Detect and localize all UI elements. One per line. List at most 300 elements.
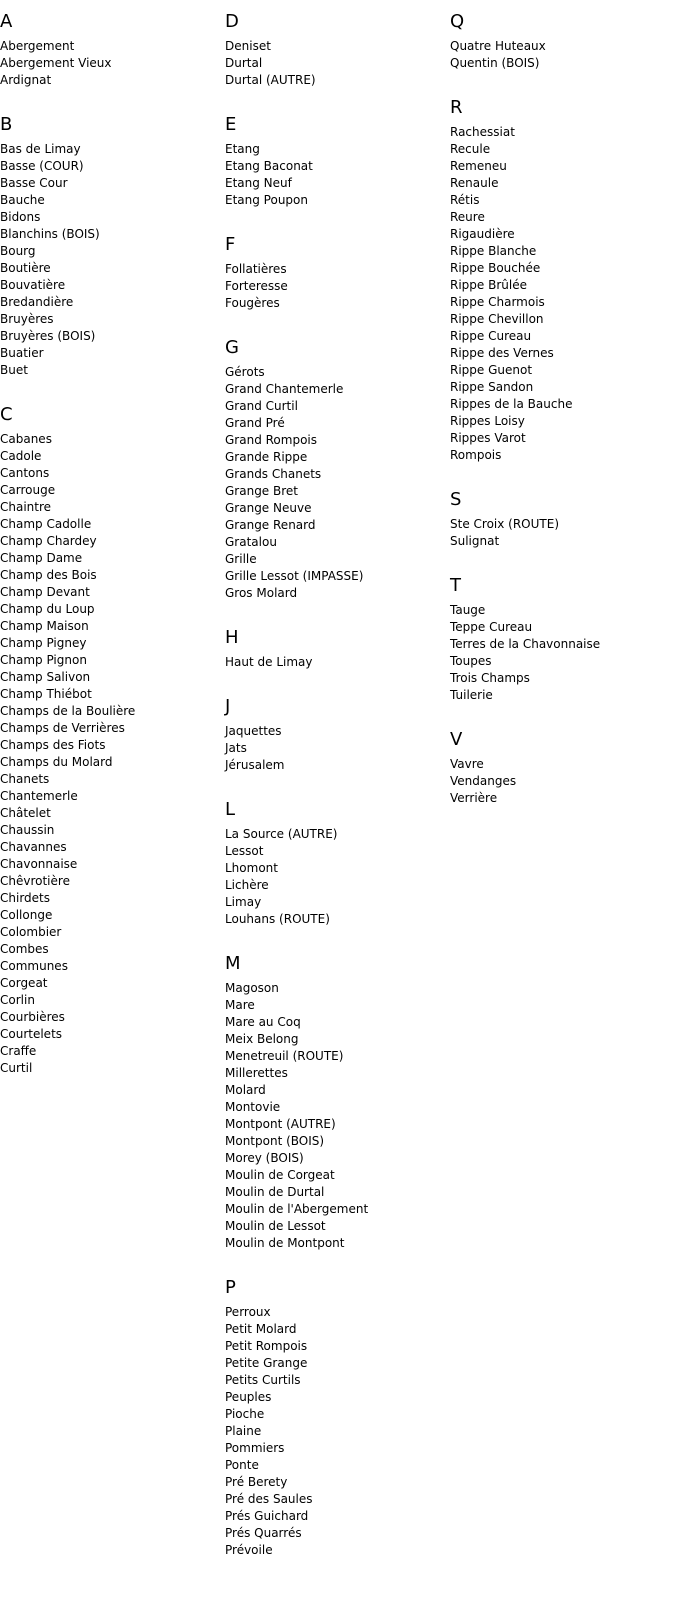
place-link[interactable]: Peuples: [225, 1390, 272, 1404]
place-link[interactable]: Lichère: [225, 878, 269, 892]
place-link[interactable]: Montpont (BOIS): [225, 1134, 325, 1148]
place-link[interactable]: Combes: [0, 942, 49, 956]
place-link[interactable]: Courtelets: [0, 1027, 63, 1041]
place-link[interactable]: Gérots: [225, 365, 265, 379]
list-item: [0, 209, 215, 226]
place-link[interactable]: Pré Berety: [225, 1475, 288, 1489]
place-link[interactable]: Plaine: [225, 1424, 262, 1438]
place-link[interactable]: Ardignat: [0, 73, 52, 87]
place-link[interactable]: Champ des Bois: [0, 568, 97, 582]
place-link[interactable]: Chantemerle: [0, 789, 78, 803]
place-list: [225, 723, 440, 788]
place-link[interactable]: Jats: [225, 741, 247, 755]
place-link[interactable]: Rippe Blanche: [450, 244, 537, 258]
place-link[interactable]: Louhans (ROUTE): [225, 912, 330, 926]
place-link[interactable]: Prés Guichard: [225, 1509, 309, 1523]
place-link[interactable]: Molard: [225, 1083, 266, 1097]
place-link[interactable]: Ste Croix (ROUTE): [450, 517, 560, 531]
letter-group-e: [225, 113, 440, 223]
list-item: [0, 55, 215, 72]
place-list: [0, 141, 215, 393]
place-link[interactable]: Champ Maison: [0, 619, 89, 633]
list-item: [225, 1338, 440, 1355]
place-link[interactable]: Grande Rippe: [225, 450, 308, 464]
place-link[interactable]: Toupes: [450, 654, 492, 668]
place-link[interactable]: Quentin (BOIS): [450, 56, 540, 70]
list-item: [225, 757, 440, 774]
place-link[interactable]: Rippes Varot: [450, 431, 526, 445]
list-item: [450, 636, 665, 653]
list-item: [225, 1235, 440, 1252]
list-item: [450, 756, 665, 773]
list-item: [450, 533, 665, 550]
list-item: [450, 687, 665, 704]
place-link[interactable]: Prés Quarrés: [225, 1526, 302, 1540]
place-link[interactable]: Durtal: [225, 56, 263, 70]
letter-heading: G: [225, 337, 239, 358]
letter-heading: V: [450, 729, 463, 750]
list-item: [225, 192, 440, 209]
list-item: [225, 1201, 440, 1218]
list-item: [0, 737, 215, 754]
place-link[interactable]: Blanchins (BOIS): [0, 227, 100, 241]
list-item: [0, 1043, 215, 1060]
place-link[interactable]: Corgeat: [0, 976, 48, 990]
place-link[interactable]: Prévoile: [225, 1543, 273, 1557]
list-item: [225, 1406, 440, 1423]
place-link[interactable]: Courbières: [0, 1010, 65, 1024]
list-item: [0, 226, 215, 243]
letter-group-g: [225, 336, 440, 616]
list-item: [450, 175, 665, 192]
letter-heading: C: [0, 404, 13, 425]
place-link[interactable]: Tuilerie: [450, 688, 493, 702]
place-link[interactable]: Cantons: [0, 466, 50, 480]
letter-group-a: [0, 10, 215, 103]
place-link[interactable]: Tauge: [450, 603, 486, 617]
list-item: [225, 551, 440, 568]
place-link[interactable]: Deniset: [225, 39, 271, 53]
list-item: [450, 226, 665, 243]
list-item: [0, 1060, 215, 1077]
place-link[interactable]: Rippe Brûlée: [450, 278, 527, 292]
letter-heading: H: [225, 627, 239, 648]
place-link[interactable]: Durtal (AUTRE): [225, 73, 316, 87]
list-item: [225, 1184, 440, 1201]
place-list: [450, 38, 665, 86]
list-item: [225, 1065, 440, 1082]
place-link[interactable]: Champs du Molard: [0, 755, 113, 769]
list-item: [0, 652, 215, 669]
list-item: [225, 261, 440, 278]
place-link[interactable]: Grille: [225, 552, 257, 566]
place-link[interactable]: Mare: [225, 998, 255, 1012]
list-item: [0, 788, 215, 805]
place-link[interactable]: Lhomont: [225, 861, 278, 875]
place-link[interactable]: Follatières: [225, 262, 287, 276]
list-item: [0, 567, 215, 584]
place-link[interactable]: Petits Curtils: [225, 1373, 301, 1387]
list-item: [0, 192, 215, 209]
place-link[interactable]: Châtelet: [0, 806, 51, 820]
place-link[interactable]: Rétis: [450, 193, 480, 207]
place-link[interactable]: Moulin de l'Abergement: [225, 1202, 369, 1216]
list-item: [0, 277, 215, 294]
place-link[interactable]: Limay: [225, 895, 262, 909]
list-item: [225, 1474, 440, 1491]
place-link[interactable]: Chirdets: [0, 891, 50, 905]
place-link[interactable]: Bas de Limay: [0, 142, 81, 156]
list-item: [0, 720, 215, 737]
place-link[interactable]: Boutière: [0, 261, 51, 275]
list-item: [0, 992, 215, 1009]
place-link[interactable]: Champs de la Boulière: [0, 704, 136, 718]
list-item: [0, 448, 215, 465]
place-link[interactable]: Grands Chanets: [225, 467, 322, 481]
place-link[interactable]: Champ Salivon: [0, 670, 91, 684]
place-list: [225, 141, 440, 223]
list-item: [0, 516, 215, 533]
list-item: [225, 1167, 440, 1184]
list-item: [225, 1355, 440, 1372]
place-link[interactable]: Communes: [0, 959, 68, 973]
place-list: [225, 261, 440, 326]
list-item: [0, 856, 215, 873]
place-list: [450, 756, 665, 821]
letter-group-s: [450, 488, 665, 564]
place-link[interactable]: Rippe Guenot: [450, 363, 533, 377]
place-link[interactable]: Morey (BOIS): [225, 1151, 304, 1165]
list-item: [0, 550, 215, 567]
list-item: [0, 601, 215, 618]
list-item: [0, 805, 215, 822]
place-link[interactable]: Ponte: [225, 1458, 259, 1472]
letter-group-c: [0, 403, 215, 1091]
letter-heading: T: [450, 575, 461, 596]
place-link[interactable]: Etang: [225, 142, 260, 156]
place-link[interactable]: Petite Grange: [225, 1356, 308, 1370]
list-item: [225, 381, 440, 398]
place-link[interactable]: Perroux: [225, 1305, 271, 1319]
place-link[interactable]: La Source (AUTRE): [225, 827, 338, 841]
place-link[interactable]: Champ Pignon: [0, 653, 87, 667]
place-link[interactable]: Renaule: [450, 176, 499, 190]
place-link[interactable]: Rippes de la Bauche: [450, 397, 573, 411]
list-item: [225, 1304, 440, 1321]
place-link[interactable]: Chavannes: [0, 840, 67, 854]
place-link[interactable]: Bredandière: [0, 295, 74, 309]
place-link[interactable]: Rippe Bouchée: [450, 261, 541, 275]
list-item: [225, 1508, 440, 1525]
place-link[interactable]: Abergement Vieux: [0, 56, 112, 70]
letter-group-r: [450, 96, 665, 478]
place-link[interactable]: Etang Neuf: [225, 176, 292, 190]
list-item: [225, 980, 440, 997]
place-link[interactable]: Moulin de Corgeat: [225, 1168, 335, 1182]
place-link[interactable]: Menetreuil (ROUTE): [225, 1049, 344, 1063]
list-item: [225, 585, 440, 602]
list-item: [225, 1150, 440, 1167]
list-item: [225, 364, 440, 381]
place-link[interactable]: Etang Poupon: [225, 193, 308, 207]
list-item: [225, 654, 440, 671]
place-link[interactable]: Quatre Huteaux: [450, 39, 546, 53]
list-item: [225, 278, 440, 295]
place-link[interactable]: Chêvrotière: [0, 874, 70, 888]
place-link[interactable]: Trois Champs: [450, 671, 530, 685]
place-list: [450, 516, 665, 564]
list-item: [225, 843, 440, 860]
place-link[interactable]: Rippe des Vernes: [450, 346, 554, 360]
place-link[interactable]: Rigaudière: [450, 227, 515, 241]
place-link[interactable]: Bruyères: [0, 312, 54, 326]
place-link[interactable]: Rippe Cureau: [450, 329, 532, 343]
place-list: [225, 654, 440, 685]
place-link[interactable]: Champ Dame: [0, 551, 83, 565]
place-link[interactable]: Basse Cour: [0, 176, 68, 190]
list-item: [0, 499, 215, 516]
place-link[interactable]: Mare au Coq: [225, 1015, 301, 1029]
list-item: [450, 619, 665, 636]
place-link[interactable]: Chaintre: [0, 500, 52, 514]
list-item: [0, 873, 215, 890]
place-link[interactable]: Bauche: [0, 193, 45, 207]
place-link[interactable]: Champ Thiébot: [0, 687, 92, 701]
place-link[interactable]: Moulin de Lessot: [225, 1219, 326, 1233]
place-link[interactable]: Grand Curtil: [225, 399, 298, 413]
place-link[interactable]: Grille Lessot (IMPASSE): [225, 569, 364, 583]
list-item: [0, 958, 215, 975]
list-item: [450, 379, 665, 396]
place-link[interactable]: Grand Rompois: [225, 433, 317, 447]
list-item: [450, 362, 665, 379]
place-link[interactable]: Petit Rompois: [225, 1339, 308, 1353]
place-link[interactable]: Etang Baconat: [225, 159, 313, 173]
index-column-3: [450, 0, 665, 821]
place-link[interactable]: Rippes Loisy: [450, 414, 525, 428]
letter-heading: J: [225, 696, 231, 717]
list-item: [450, 311, 665, 328]
place-link[interactable]: Grand Pré: [225, 416, 285, 430]
place-link[interactable]: Moulin de Montpont: [225, 1236, 345, 1250]
place-link[interactable]: Grange Renard: [225, 518, 316, 532]
list-item: [0, 975, 215, 992]
list-item: [450, 447, 665, 464]
letter-group-d: [225, 10, 440, 103]
place-link[interactable]: Recule: [450, 142, 491, 156]
place-link[interactable]: Fougères: [225, 296, 280, 310]
place-link[interactable]: Craffe: [0, 1044, 37, 1058]
list-item: [0, 533, 215, 550]
letter-heading: P: [225, 1277, 236, 1298]
list-item: [225, 1321, 440, 1338]
place-link[interactable]: Pré des Saules: [225, 1492, 313, 1506]
list-item: [0, 311, 215, 328]
list-item: [225, 1491, 440, 1508]
list-item: [225, 1525, 440, 1542]
list-item: [450, 413, 665, 430]
list-item: [450, 277, 665, 294]
place-link[interactable]: Forteresse: [225, 279, 288, 293]
letter-heading: D: [225, 11, 239, 32]
place-link[interactable]: Cabanes: [0, 432, 52, 446]
place-link[interactable]: Bidons: [0, 210, 41, 224]
place-link[interactable]: Champ Cadolle: [0, 517, 92, 531]
list-item: [225, 826, 440, 843]
list-item: [0, 1026, 215, 1043]
place-link[interactable]: Petit Molard: [225, 1322, 297, 1336]
letter-heading: L: [225, 799, 236, 820]
list-item: [225, 1440, 440, 1457]
list-item: [0, 328, 215, 345]
place-link[interactable]: Chanets: [0, 772, 50, 786]
place-link[interactable]: Chaussin: [0, 823, 55, 837]
place-link[interactable]: Corlin: [0, 993, 35, 1007]
list-item: [225, 1423, 440, 1440]
place-link[interactable]: Lessot: [225, 844, 264, 858]
place-link[interactable]: Sulignat: [450, 534, 500, 548]
place-link[interactable]: Cadole: [0, 449, 42, 463]
place-link[interactable]: Rachessiat: [450, 125, 515, 139]
letter-group-t: [450, 574, 665, 718]
list-item: [0, 703, 215, 720]
place-link[interactable]: Basse (COUR): [0, 159, 84, 173]
list-item: [0, 771, 215, 788]
place-link[interactable]: Meix Belong: [225, 1032, 299, 1046]
list-item: [225, 398, 440, 415]
place-link[interactable]: Jérusalem: [225, 758, 285, 772]
list-item: [0, 907, 215, 924]
list-item: [0, 618, 215, 635]
list-item: [450, 790, 665, 807]
list-item: [225, 723, 440, 740]
place-link[interactable]: Bruyères (BOIS): [0, 329, 96, 343]
list-item: [225, 483, 440, 500]
place-list: [0, 38, 215, 103]
list-item: [0, 924, 215, 941]
place-link[interactable]: Pommiers: [225, 1441, 285, 1455]
list-item: [225, 534, 440, 551]
place-link[interactable]: Buet: [0, 363, 28, 377]
place-link[interactable]: Terres de la Chavonnaise: [450, 637, 601, 651]
letter-heading: Q: [450, 11, 465, 32]
list-item: [450, 38, 665, 55]
list-item: [225, 997, 440, 1014]
list-item: [450, 260, 665, 277]
list-item: [225, 1014, 440, 1031]
list-item: [225, 1048, 440, 1065]
place-link[interactable]: Champs des Fiots: [0, 738, 106, 752]
place-link[interactable]: Grand Chantemerle: [225, 382, 344, 396]
letter-group-l: [225, 798, 440, 942]
place-link[interactable]: Chavonnaise: [0, 857, 78, 871]
list-item: [225, 415, 440, 432]
place-link[interactable]: Buatier: [0, 346, 44, 360]
list-item: [225, 1218, 440, 1235]
list-item: [0, 822, 215, 839]
place-link[interactable]: Gros Molard: [225, 586, 298, 600]
list-item: [225, 295, 440, 312]
place-list: [225, 826, 440, 942]
letter-group-h: [225, 626, 440, 685]
place-link[interactable]: Champ Chardey: [0, 534, 97, 548]
list-item: [225, 432, 440, 449]
place-list: [0, 431, 215, 1091]
list-item: [225, 1031, 440, 1048]
list-item: [225, 175, 440, 192]
letter-group-b: [0, 113, 215, 393]
list-item: [0, 754, 215, 771]
place-link[interactable]: Gratalou: [225, 535, 277, 549]
list-item: [0, 158, 215, 175]
place-link[interactable]: Pioche: [225, 1407, 265, 1421]
list-item: [225, 1542, 440, 1559]
place-list: [450, 602, 665, 718]
place-link[interactable]: Montpont (AUTRE): [225, 1117, 336, 1131]
list-item: [450, 243, 665, 260]
place-link[interactable]: Rompois: [450, 448, 502, 462]
place-link[interactable]: Abergement: [0, 39, 75, 53]
list-item: [225, 860, 440, 877]
place-link[interactable]: Magoson: [225, 981, 279, 995]
place-link[interactable]: Haut de Limay: [225, 655, 313, 669]
place-link[interactable]: Grange Neuve: [225, 501, 312, 515]
place-link[interactable]: Vendanges: [450, 774, 517, 788]
place-link[interactable]: Curtil: [0, 1061, 33, 1075]
letter-group-q: [450, 10, 665, 86]
list-item: [0, 362, 215, 379]
place-link[interactable]: Millerettes: [225, 1066, 288, 1080]
place-link[interactable]: Rippe Charmois: [450, 295, 545, 309]
list-item: [0, 839, 215, 856]
place-link[interactable]: Bouvatière: [0, 278, 66, 292]
place-link[interactable]: Montovie: [225, 1100, 281, 1114]
list-item: [225, 1457, 440, 1474]
place-link[interactable]: Champ Devant: [0, 585, 90, 599]
place-link[interactable]: Rippe Chevillon: [450, 312, 544, 326]
place-link[interactable]: Remeneu: [450, 159, 507, 173]
place-link[interactable]: Teppe Cureau: [450, 620, 533, 634]
place-link[interactable]: Grange Bret: [225, 484, 298, 498]
list-item: [450, 192, 665, 209]
list-item: [450, 141, 665, 158]
place-link[interactable]: Moulin de Durtal: [225, 1185, 325, 1199]
list-item: [0, 1009, 215, 1026]
place-list: [225, 980, 440, 1266]
place-link[interactable]: Rippe Sandon: [450, 380, 534, 394]
list-item: [450, 516, 665, 533]
list-item: [225, 141, 440, 158]
list-item: [450, 396, 665, 413]
list-item: [0, 431, 215, 448]
place-link[interactable]: Reure: [450, 210, 485, 224]
place-link[interactable]: Champ Pigney: [0, 636, 87, 650]
place-list: [225, 364, 440, 616]
place-link[interactable]: Colombier: [0, 925, 62, 939]
place-link[interactable]: Vavre: [450, 757, 484, 771]
list-item: [0, 482, 215, 499]
place-link[interactable]: Champ du Loup: [0, 602, 95, 616]
place-link[interactable]: Bourg: [0, 244, 36, 258]
place-link[interactable]: Champs de Verrières: [0, 721, 125, 735]
place-link[interactable]: Verrière: [450, 791, 498, 805]
list-item: [225, 38, 440, 55]
place-link[interactable]: Carrouge: [0, 483, 56, 497]
list-item: [450, 328, 665, 345]
place-link[interactable]: Jaquettes: [225, 724, 282, 738]
list-item: [225, 55, 440, 72]
place-link[interactable]: Collonge: [0, 908, 53, 922]
